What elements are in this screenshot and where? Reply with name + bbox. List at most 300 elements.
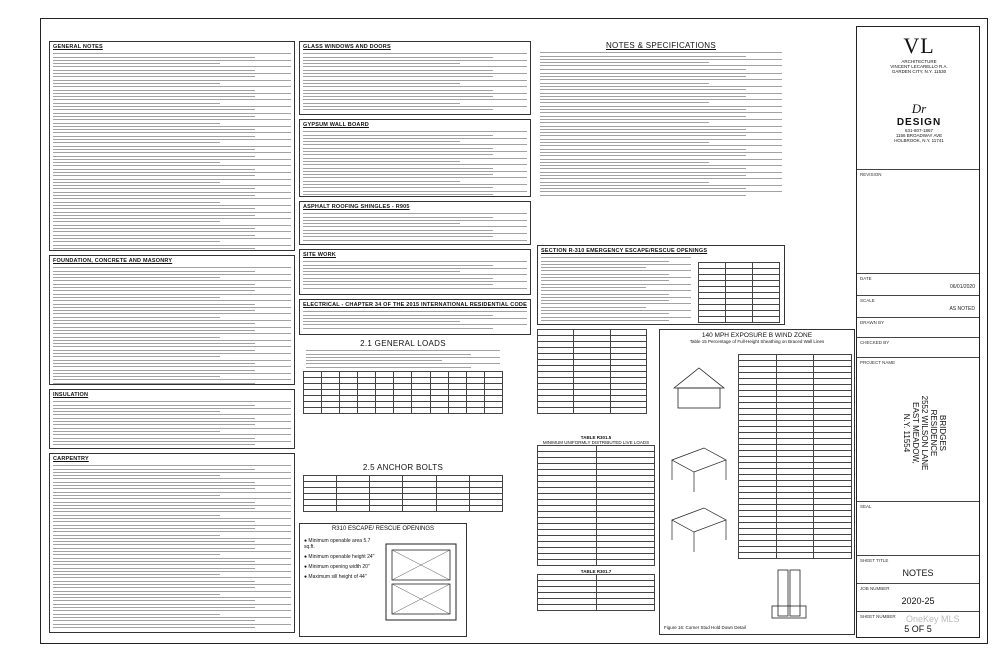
fine-print-line (53, 535, 220, 536)
fine-print-line (53, 411, 220, 412)
fine-print-line (303, 131, 527, 132)
fine-print-line (53, 277, 220, 278)
fine-print-line (303, 177, 527, 178)
fine-print-line (303, 73, 527, 74)
fine-print-line (303, 135, 493, 136)
table-row (538, 408, 647, 414)
fine-print-line (540, 142, 709, 143)
fine-print-line (53, 421, 291, 422)
table-cell (753, 317, 780, 323)
fine-print-line (53, 300, 291, 301)
fine-print-line (53, 360, 291, 361)
fine-print-line (53, 370, 255, 371)
fine-print-line (53, 198, 291, 199)
fine-print-line (53, 317, 220, 318)
fine-print-line (53, 152, 291, 153)
fine-print-line (53, 162, 220, 163)
table-cell (436, 506, 469, 512)
fine-print-line (303, 194, 493, 195)
fine-print-line (53, 123, 220, 124)
fine-print-line (53, 627, 255, 628)
fine-print-line (53, 624, 291, 625)
fine-print-line (540, 168, 746, 169)
section-title: FOUNDATION, CONCRETE AND MASONRY (53, 258, 173, 264)
fine-print-line (303, 284, 493, 285)
table-cell (596, 560, 655, 566)
fine-print-line (53, 66, 291, 67)
fine-print-line (53, 495, 220, 496)
fine-print-line (53, 212, 291, 213)
fine-print-line (303, 217, 493, 218)
fine-print-line (303, 274, 527, 275)
fine-print-line (53, 366, 291, 367)
fine-print-line (541, 261, 669, 262)
table-cell (358, 407, 376, 413)
fine-print-line (53, 434, 291, 435)
revision-label: REVISION (860, 172, 882, 177)
table-row (538, 560, 655, 566)
hold-down-detail-drawing (760, 566, 830, 622)
title-block (856, 26, 980, 638)
fine-print-line (303, 213, 527, 214)
fine-print-line (303, 288, 527, 289)
fine-print-line (303, 141, 460, 142)
job-number: 2020-25 (901, 596, 935, 606)
wind-table (738, 354, 852, 559)
fine-print-line (540, 62, 709, 63)
fine-print-line (306, 360, 442, 361)
fine-print-line (53, 538, 291, 539)
fine-print-line (53, 142, 220, 143)
design-firm-line: 631-807-1867 (904, 128, 934, 133)
fine-print-line (53, 179, 291, 180)
fine-print-line (53, 518, 291, 519)
fine-print-line (540, 56, 746, 57)
fine-print-line (540, 89, 746, 90)
fine-print-line (53, 245, 291, 246)
fine-print-line (53, 383, 255, 384)
fine-print-line (541, 274, 669, 275)
fine-print-line (53, 604, 291, 605)
scale-label: SCALE (860, 298, 875, 303)
fine-print-line (53, 614, 220, 615)
design-logo-top: Dr (911, 101, 927, 116)
fine-print-line (53, 350, 255, 351)
design-logo-word: DESIGN (896, 117, 942, 128)
checked-by-row (857, 337, 979, 345)
fine-print-line (53, 235, 255, 236)
table-cell (726, 317, 753, 323)
fine-print-line (53, 129, 255, 130)
table-r301-7-title: TABLE R301.7 (580, 569, 612, 574)
fine-print-line (540, 126, 782, 127)
sheet-title-label: SHEET TITLE (860, 558, 889, 563)
fine-print-line (53, 149, 255, 150)
fine-print-line (541, 297, 691, 298)
table-row (538, 605, 655, 611)
fine-print-line (53, 525, 291, 526)
fine-print-line (541, 317, 691, 318)
fine-print-line (53, 188, 255, 189)
escape-openings-section (299, 523, 467, 637)
fine-print-line (53, 581, 255, 582)
fine-print-line (541, 303, 691, 304)
section-title: SECTION R-310 EMERGENCY ESCAPE/RESCUE OPENINGS (541, 248, 708, 254)
fine-print-line (540, 52, 782, 53)
fine-print-line (303, 164, 527, 165)
fine-print-line (53, 103, 220, 104)
table-cell (430, 407, 448, 413)
fine-print-line (53, 561, 255, 562)
fine-print-line (53, 113, 291, 114)
date-value: 06/01/2020 (949, 284, 975, 290)
table-cell (412, 407, 430, 413)
fine-print-line (303, 174, 493, 175)
fine-print-line (53, 551, 291, 552)
fine-print-line (53, 73, 291, 74)
fine-print-line (53, 492, 291, 493)
fine-print-line (303, 53, 527, 54)
fine-print-line (53, 156, 255, 157)
fine-print-line (53, 465, 291, 466)
escape-title: R310 ESCAPE/ RESCUE OPENINGS (331, 526, 435, 532)
checklist-table (537, 329, 647, 414)
fine-print-line (53, 313, 291, 314)
fine-print-line (53, 93, 291, 94)
table-cell (322, 407, 340, 413)
fine-print-line (303, 324, 527, 325)
table-cell (304, 506, 337, 512)
anchor-bolts-title: 2.5 ANCHOR BOLTS (362, 463, 444, 472)
foundation-section (49, 255, 295, 385)
fine-print-line (303, 220, 527, 221)
fine-print-line (53, 57, 255, 58)
section-title: GYPSUM WALL BOARD (303, 122, 369, 128)
drawn-by-label: DRAWN BY (860, 320, 885, 325)
fine-print-line (540, 96, 746, 97)
fine-print-line (540, 139, 782, 140)
wind-zone-section (659, 329, 855, 635)
fine-print-line (303, 148, 493, 149)
r310-table (698, 262, 780, 323)
fine-print-line (53, 373, 291, 374)
fine-print-line (540, 69, 746, 70)
fine-print-line (540, 65, 782, 66)
fine-print-line (303, 191, 527, 192)
project-row (857, 357, 979, 498)
asphalt-section (299, 201, 531, 245)
fine-print-line (540, 178, 782, 179)
fine-print-line (53, 195, 255, 196)
fine-print-line (540, 116, 746, 117)
fine-print-line (53, 363, 255, 364)
table-r301-title: TABLE R301.5 (580, 435, 612, 440)
fine-print-line (53, 280, 291, 281)
fine-print-line (53, 600, 255, 601)
fine-print-line (541, 284, 691, 285)
fine-print-line (303, 315, 493, 316)
house-elevation-drawing (664, 354, 734, 414)
fine-print-line (303, 106, 527, 107)
r301-table (537, 445, 655, 566)
fine-print-line (540, 93, 782, 94)
escape-bullet: ● Maximum sill height of 44" (304, 574, 367, 580)
fine-print-line (53, 284, 255, 285)
wind-title: 140 MPH EXPOSURE B WIND ZONE (701, 332, 813, 339)
table-row (739, 553, 852, 559)
fine-print-line (53, 376, 220, 377)
fine-print-line (53, 86, 291, 87)
fine-print-line (53, 70, 255, 71)
fine-print-line (540, 149, 746, 150)
job-number-label: JOB NUMBER (860, 586, 890, 591)
fine-print-line (303, 83, 460, 84)
seal-label: SEAL (860, 504, 872, 509)
fine-print-line (53, 548, 255, 549)
anchor-bolts-block (303, 463, 503, 519)
fine-print-line (53, 414, 291, 415)
fine-print-line (303, 236, 493, 237)
date-row (857, 273, 979, 290)
table-r301-subtitle: MINIMUM UNIFORMLY DISTRIBUTED LIVE LOADS (542, 440, 650, 445)
fine-print-line (540, 165, 782, 166)
table-row (699, 317, 780, 323)
fine-print-line (53, 528, 255, 529)
fine-print-line (53, 96, 255, 97)
design-firm-logo (865, 101, 973, 165)
fine-print-line (303, 268, 527, 269)
table-cell (538, 560, 597, 566)
anchor-table (303, 475, 503, 512)
general-loads-title: 2.1 GENERAL LOADS (360, 339, 446, 348)
fine-print-line (53, 574, 220, 575)
fine-print-line (303, 233, 527, 234)
fine-print-line (53, 228, 255, 229)
table-cell (596, 605, 655, 611)
table-cell (337, 506, 370, 512)
fine-print-line (53, 564, 291, 565)
fine-print-line (53, 80, 291, 81)
fine-print-line (53, 274, 291, 275)
escape-bullet: ● Minimum opening width 20" (304, 564, 370, 570)
fine-print-line (53, 478, 291, 479)
architect-logo (867, 33, 971, 93)
fine-print-line (541, 264, 691, 265)
sitework-section (299, 249, 531, 295)
project-line: EAST MEADOW, (911, 402, 920, 464)
fine-print-line (303, 223, 460, 224)
fine-print-line (53, 90, 255, 91)
table-cell (403, 506, 436, 512)
drawn-by-row (857, 317, 979, 325)
r301-7-table (537, 574, 655, 611)
fine-print-line (540, 106, 782, 107)
project-line: RESIDENCE (929, 409, 938, 457)
fine-print-line (53, 175, 255, 176)
fine-print-line (53, 241, 220, 242)
table-cell (394, 407, 412, 413)
date-label: DATE (860, 276, 872, 281)
table-cell (370, 506, 403, 512)
fine-print-line (303, 99, 527, 100)
table-cell (574, 408, 610, 414)
fine-print-line (53, 531, 291, 532)
fine-print-line (541, 280, 669, 281)
table-cell (376, 407, 394, 413)
fine-print-line (53, 307, 291, 308)
fine-print-line (53, 401, 291, 402)
fine-print-line (540, 159, 782, 160)
section-title: GENERAL NOTES (53, 44, 103, 50)
fine-print-line (540, 155, 746, 156)
design-firm-line: HOLBROOK, N.Y. 11741 (894, 138, 944, 143)
wall-bracing-drawing (664, 440, 734, 570)
architect-line: ARCHITECTURE (901, 59, 937, 64)
fine-print-line (303, 138, 527, 139)
fine-print-line (303, 240, 527, 241)
fine-print-line (540, 112, 782, 113)
fine-print-line (53, 475, 220, 476)
table-cell (739, 553, 777, 559)
fine-print-line (53, 337, 220, 338)
gypsum-section (299, 119, 531, 197)
fine-print-line (53, 139, 291, 140)
fine-print-line (53, 109, 255, 110)
fine-print-line (53, 287, 291, 288)
fine-print-line (53, 126, 291, 127)
fine-print-line (53, 208, 255, 209)
fine-print-line (53, 591, 291, 592)
design-firm-line: 1156 BROADWAY AVE (895, 133, 943, 138)
fine-print-line (53, 521, 255, 522)
fine-print-line (303, 181, 460, 182)
fine-print-line (53, 568, 255, 569)
sheet-number-label: SHEET NUMBER (860, 614, 896, 619)
fine-print-line (53, 356, 220, 357)
fine-print-line (53, 333, 291, 334)
fine-print-line (53, 53, 291, 54)
table-cell (610, 408, 646, 414)
fine-print-line (53, 472, 291, 473)
fine-print-line (53, 172, 291, 173)
fine-print-line (53, 185, 291, 186)
fine-print-line (53, 511, 291, 512)
section-title: ELECTRICAL - CHAPTER 34 OF THE 2015 INTERNATIONAL RESIDENTIAL CODE (303, 302, 527, 308)
fine-print-line (540, 182, 709, 183)
table-cell (699, 317, 726, 323)
fine-print-line (303, 70, 493, 71)
fine-print-line (53, 544, 291, 545)
fine-print-line (53, 119, 291, 120)
fine-print-line (53, 159, 291, 160)
fine-print-line (53, 290, 255, 291)
fine-print-line (53, 304, 255, 305)
fine-print-line (53, 346, 291, 347)
glass-section (299, 41, 531, 115)
architect-initials: VL (903, 33, 935, 58)
fine-print-line (53, 379, 291, 380)
fine-print-line (540, 59, 782, 60)
fine-print-line (53, 340, 291, 341)
fine-print-line (53, 83, 220, 84)
electrical-section (299, 299, 531, 335)
window-elevation-drawing (382, 540, 462, 624)
general-notes-section (49, 41, 295, 251)
job-number-row (857, 583, 979, 610)
fine-print-line (53, 488, 255, 489)
fine-print-line (53, 169, 255, 170)
fine-print-line (540, 195, 746, 196)
fine-print-line (541, 320, 669, 321)
fine-print-line (53, 607, 255, 608)
fine-print-line (53, 584, 291, 585)
fine-print-line (53, 505, 291, 506)
escape-bullet: ● Minimum openable area 5.7 sq.ft. (304, 538, 371, 550)
fine-print-line (540, 102, 709, 103)
fine-print-line (53, 323, 255, 324)
fine-print-line (540, 79, 782, 80)
fine-print-line (540, 86, 782, 87)
fine-print-line (53, 310, 255, 311)
fine-print-line (303, 271, 460, 272)
fine-print-line (53, 597, 291, 598)
fine-print-line (303, 278, 493, 279)
section-title: CARPENTRY (53, 456, 89, 462)
drawing-sheet (40, 18, 988, 644)
fine-print-line (540, 83, 709, 84)
fine-print-line (541, 307, 646, 308)
fine-print-line (540, 109, 746, 110)
sheet-title: NOTES (902, 568, 934, 578)
project-line: BRIDGES (938, 414, 947, 451)
fine-print-line (303, 90, 493, 91)
fine-print-line (53, 192, 291, 193)
fine-print-line (306, 357, 500, 358)
fine-print-line (303, 321, 460, 322)
table-cell (538, 408, 574, 414)
fine-print-line (53, 441, 291, 442)
fine-print-line (303, 318, 527, 319)
fine-print-line (540, 99, 782, 100)
section-r310-block (537, 245, 785, 325)
fine-print-line (303, 103, 460, 104)
fine-print-line (540, 119, 782, 120)
fine-print-line (303, 86, 527, 87)
fine-print-line (303, 230, 493, 231)
architect-line: VINCENT LECARELLO R.A. (890, 64, 948, 69)
fine-print-line (303, 226, 527, 227)
fine-print-line (53, 215, 255, 216)
section-title: SITE WORK (303, 252, 336, 258)
fine-print-line (53, 541, 255, 542)
fine-print-line (540, 145, 782, 146)
fine-print-line (53, 620, 255, 621)
fine-print-line (53, 231, 291, 232)
fine-print-line (541, 270, 691, 271)
fine-print-line (303, 154, 493, 155)
table-cell (484, 407, 502, 413)
notes-specifications-block (537, 41, 785, 241)
fine-print-line (53, 99, 291, 100)
fine-print-line (303, 311, 527, 312)
escape-bullet: ● Minimum openable height 24" (304, 554, 375, 560)
fine-print-line (53, 408, 291, 409)
fine-print-line (303, 109, 493, 110)
mls-watermark: OneKey MLS (906, 614, 960, 624)
fine-print-line (540, 191, 782, 192)
insulation-section (49, 389, 295, 449)
fine-print-line (306, 354, 471, 355)
